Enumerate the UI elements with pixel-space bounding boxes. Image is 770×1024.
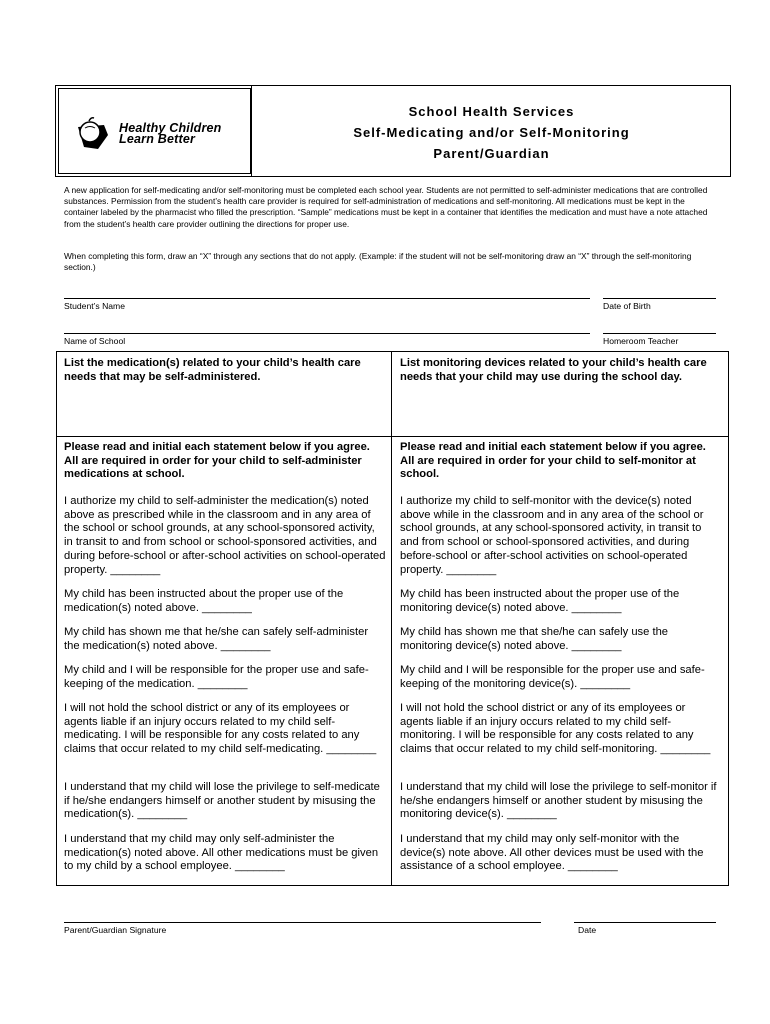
monitoring-statement-5: I will not hold the school district or any of its employees or agents liable if an injury occurs related to my child self-monitoring. I will be responsible for any costs related to any claims that occur related to my child self-monitoring. ________ xyxy=(400,702,711,756)
title-line-1: School Health Services xyxy=(408,104,575,119)
medication-instructions: Please read and initial each statement below if you agree. All are required in order for your child to self-administer medications at school. xyxy=(64,441,370,481)
monitoring-statement-1: I authorize my child to self-monitor with the device(s) noted above while in the classroom and in any area of the school or school grounds, at any school-sponsored activity, in transit to and from school or school-sponsored activities, and during before-school or after-school activities on school-operated property. ________ xyxy=(400,495,704,576)
date-of-birth-label: Date of Birth xyxy=(603,301,651,311)
title-cell xyxy=(251,85,731,177)
table-column-divider xyxy=(391,351,392,886)
date-of-birth-line[interactable] xyxy=(603,298,716,299)
date-label: Date xyxy=(578,925,597,935)
title-line-2: Self-Medicating and/or Self-Monitoring xyxy=(353,125,630,140)
intro-paragraph-2: When completing this form, draw an “X” through any sections that do not apply. (Example: if the student will not be self-monitoring draw an “X” through the self-monitoring section.) xyxy=(64,251,692,273)
monitoring-statement-4: My child and I will be responsible for the proper use and safe-keeping of the monitoring device(s). ________ xyxy=(400,664,705,690)
logo xyxy=(74,113,244,153)
medication-statement-2: My child has been instructed about the proper use of the medication(s) noted above. ________ xyxy=(64,588,344,614)
title-line-3: Parent/Guardian xyxy=(433,146,550,161)
monitoring-list-heading: List monitoring devices related to your child’s health care needs that your child may use during the school day. xyxy=(400,357,707,383)
medication-statement-6: I understand that my child will lose the privilege to self-medicate if he/she endangers himself or another student by misusing the medication(s). ________ xyxy=(64,781,380,821)
monitoring-statement-2: My child has been instructed about the proper use of the monitoring device(s) noted above. ________ xyxy=(400,588,680,614)
medication-statement-4: My child and I will be responsible for the proper use and safe-keeping of the medication. ________ xyxy=(64,664,369,690)
medication-list-heading: List the medication(s) related to your child’s health care needs that may be self-administered. xyxy=(64,357,361,383)
monitoring-statement-7: I understand that my child may only self-monitor with the device(s) note above. All other devices must be used with the assistance of a school employee. ________ xyxy=(400,833,704,873)
school-name-line[interactable] xyxy=(64,333,590,334)
homeroom-teacher-line[interactable] xyxy=(603,333,716,334)
intro-paragraph-1: A new application for self-medicating and/or self-monitoring must be completed each school year. Students are not permitted to self-administer medications that are controlled substances. Permission from the student’s health care provider is required for self-administration of medications and self-monitoring. All medications must be kept in the container labeled by the pharmacist who filled the prescription. “Sample” medications must be kept in a container that identifies the medication and must have a note attached from the student’s health care provider outlining the directions for proper use. xyxy=(64,185,708,229)
signature-label: Parent/Guardian Signature xyxy=(64,925,167,935)
medication-statement-7: I understand that my child may only self-administer the medication(s) noted above. All other medications must be given to my child by a school employee. ________ xyxy=(64,833,379,873)
student-name-line[interactable] xyxy=(64,298,590,299)
student-name-label: Student’s Name xyxy=(64,301,125,311)
school-name-label: Name of School xyxy=(64,336,126,346)
homeroom-teacher-label: Homeroom Teacher xyxy=(603,336,679,346)
logo-line-1: Healthy Children xyxy=(119,121,222,135)
medication-statement-1: I authorize my child to self-administer the medication(s) noted above as prescribed while in the classroom and in any area of the school or school grounds, at any school-sponsored activity, in transit to and from school or school-sponsored activities, and during before-school or after-school activities on school-operated property. ________ xyxy=(64,495,386,576)
signature-line[interactable] xyxy=(64,922,541,923)
medication-statement-5: I will not hold the school district or any of its employees or agents liable if an injury occurs related to my child self-medicating. I will be responsible for any costs related to any claims that occur related to my child self-medicating. ________ xyxy=(64,702,377,756)
monitoring-statement-6: I understand that my child will lose the privilege to self-monitor if he/she endangers himself or another student by misusing the monitoring device(s). ________ xyxy=(400,781,717,821)
apple-logo-icon xyxy=(74,113,116,153)
monitoring-statement-3: My child has shown me that she/he can safely use the monitoring device(s) noted above. ________ xyxy=(400,626,669,652)
date-line[interactable] xyxy=(574,922,716,923)
medication-statement-3: My child has shown me that he/she can safely self-administer the medication(s) noted above. ________ xyxy=(64,626,369,652)
monitoring-instructions: Please read and initial each statement below if you agree. All are required in order for your child to self-monitor at school. xyxy=(400,441,706,481)
logo-line-2: Learn Better xyxy=(119,132,196,146)
table-row-divider xyxy=(56,436,729,437)
